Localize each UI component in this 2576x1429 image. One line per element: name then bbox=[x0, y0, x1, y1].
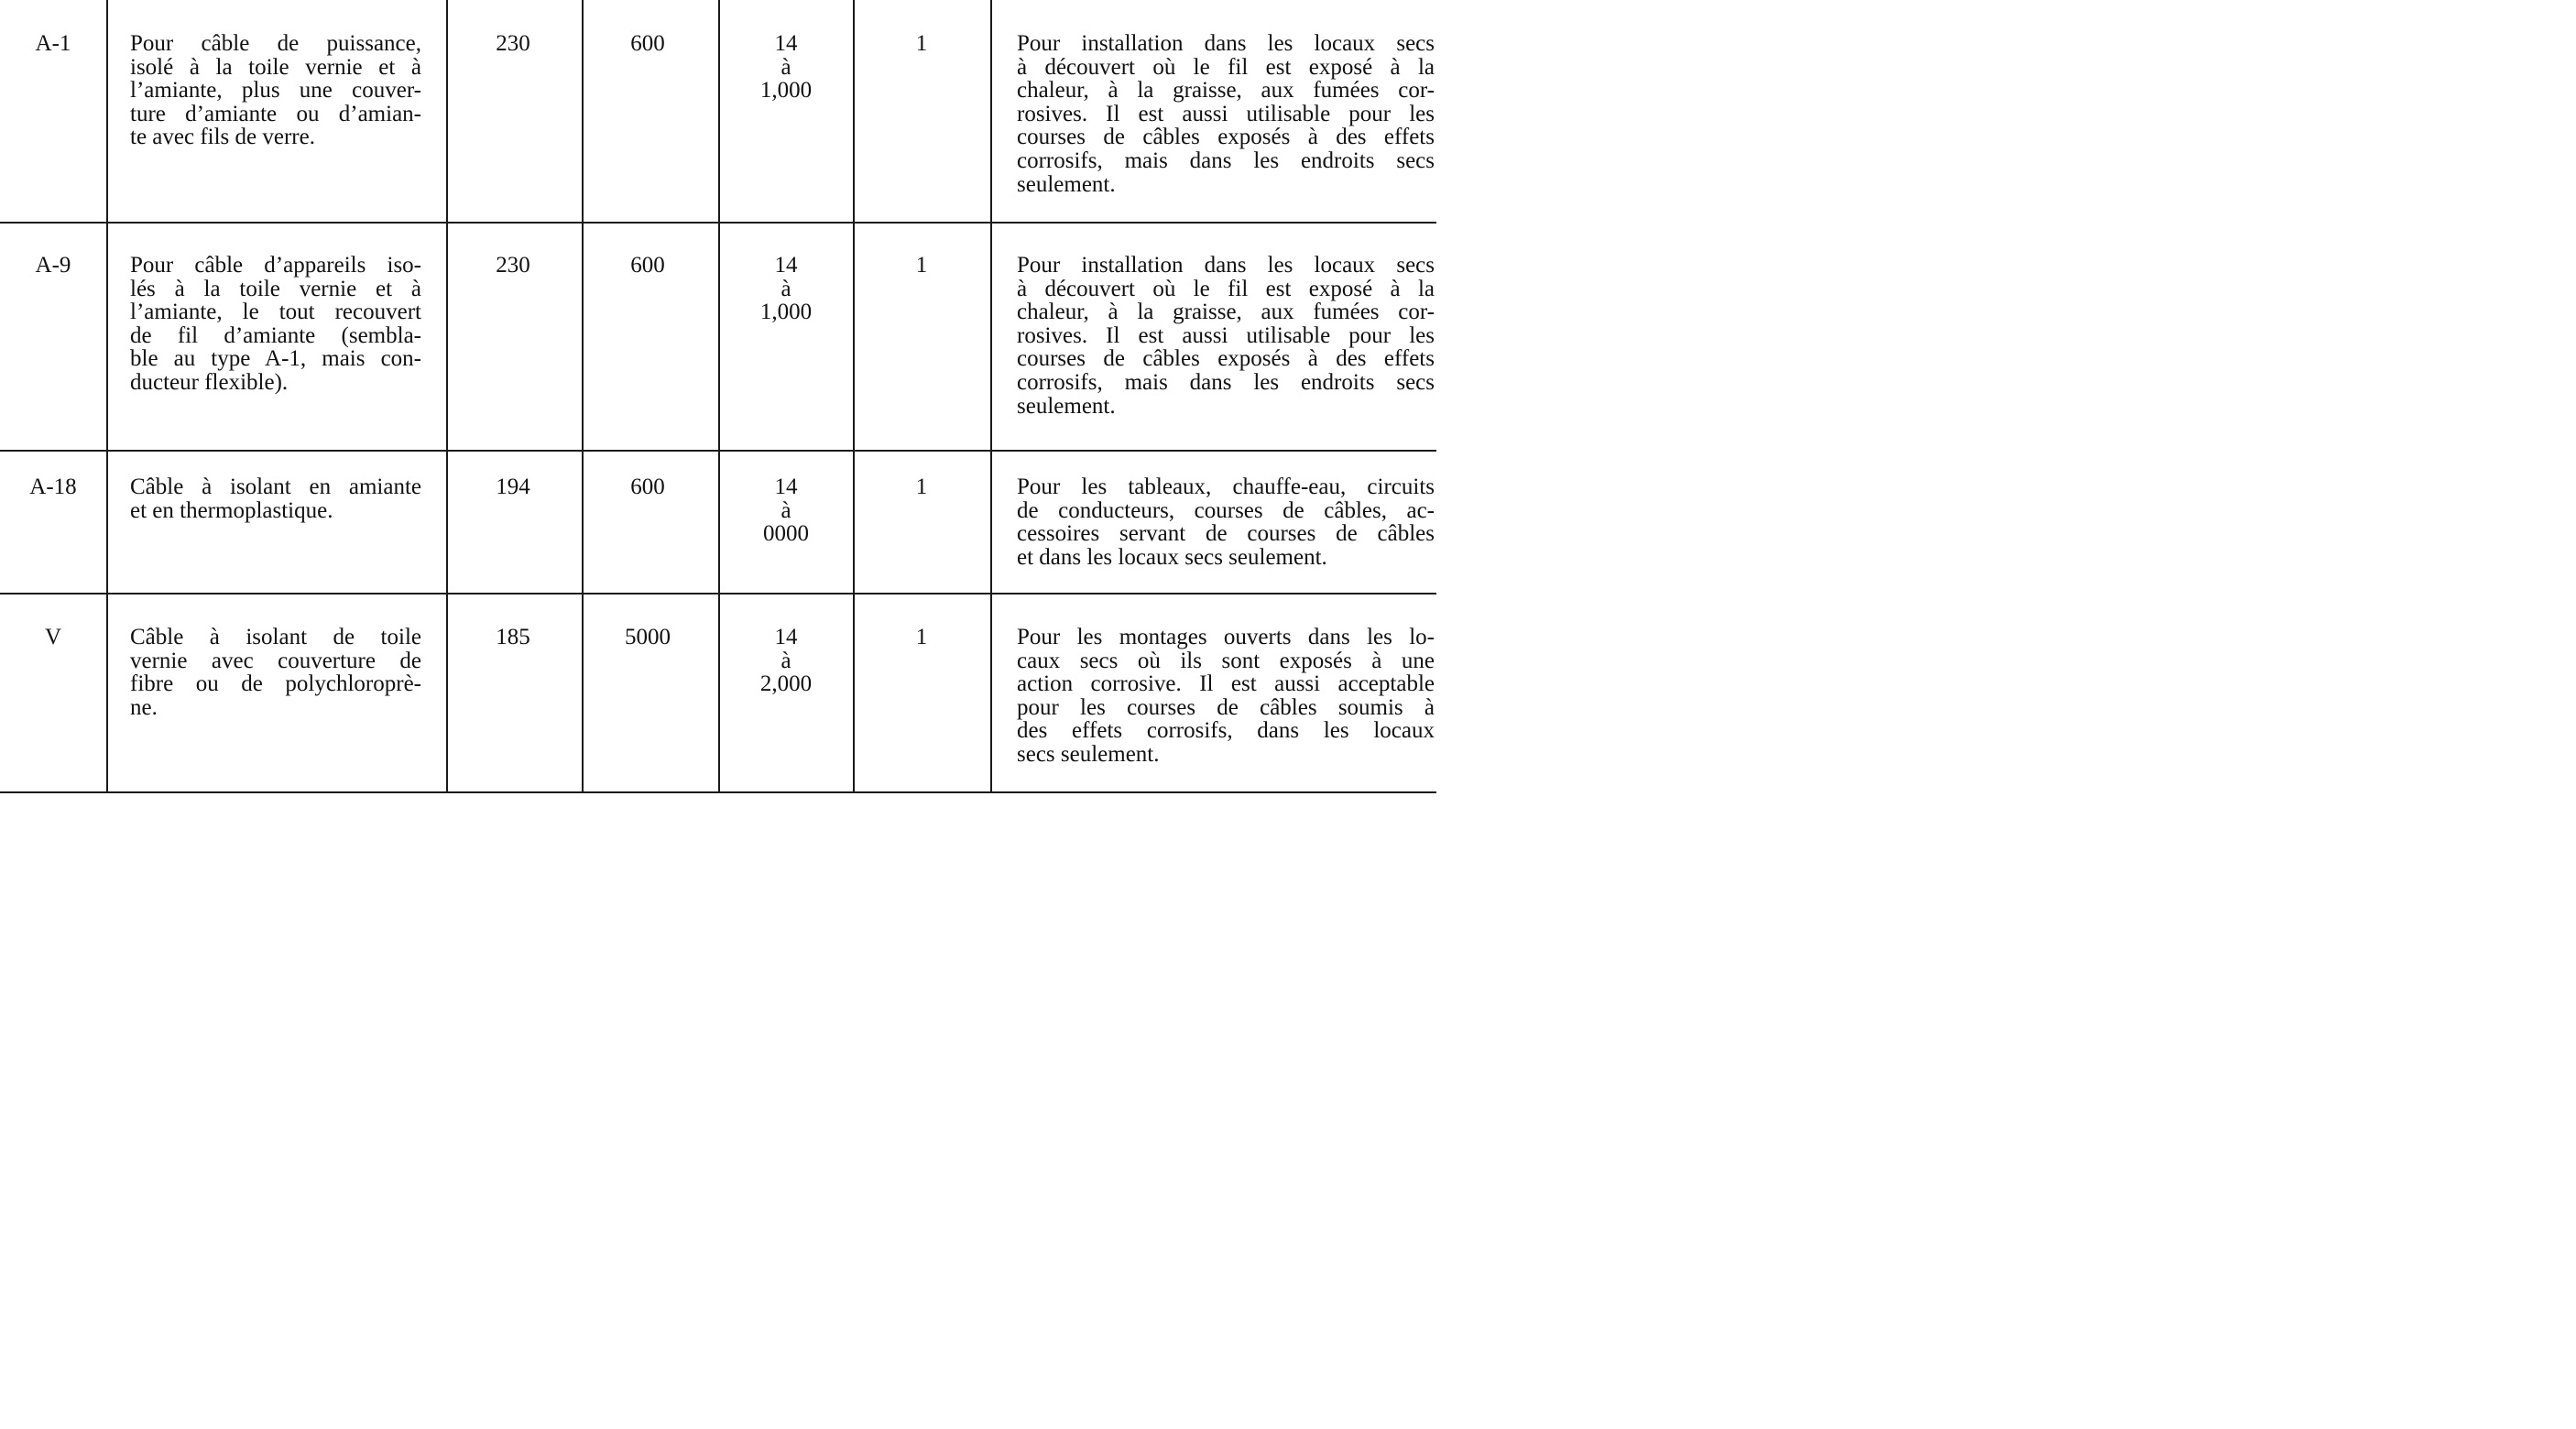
description-line: isolé à la toile vernie et à bbox=[130, 54, 421, 80]
size-line: 14 bbox=[774, 253, 798, 278]
use-line: pour les courses de câbles soumis à bbox=[1017, 694, 1435, 720]
temperature-value: 230 bbox=[496, 253, 530, 278]
use-line: secs seulement. bbox=[1017, 741, 1160, 767]
description-line: l’amiante, le tout recouvert bbox=[130, 300, 421, 325]
row-rule bbox=[0, 222, 1436, 224]
temperature-value: 194 bbox=[496, 475, 530, 499]
type-code: V bbox=[44, 625, 62, 649]
description-line: ne. bbox=[130, 694, 158, 720]
column-rule bbox=[853, 0, 855, 793]
size-range bbox=[720, 254, 852, 324]
size-line: 14 bbox=[774, 31, 798, 56]
description-line: Pour câble d’appareils iso- bbox=[130, 253, 421, 278]
size-line: 14 bbox=[774, 625, 798, 649]
column-rule bbox=[106, 0, 108, 793]
description-line: Câble à isolant de toile bbox=[130, 625, 421, 649]
use-line: Pour installation dans les locaux secs bbox=[1017, 31, 1435, 56]
use-cell bbox=[1017, 475, 1435, 569]
conductor-count: 1 bbox=[915, 253, 928, 278]
row-rule bbox=[0, 593, 1436, 595]
description-line: te avec fils de verre. bbox=[130, 125, 315, 150]
use-cell bbox=[1017, 32, 1435, 196]
description-line: ture d’amiante ou d’amian- bbox=[130, 101, 421, 126]
use-line: Pour les montages ouverts dans les lo- bbox=[1017, 625, 1435, 649]
temperature-value: 230 bbox=[496, 31, 530, 56]
size-line: à bbox=[780, 497, 791, 523]
conductor-count: 1 bbox=[915, 625, 928, 649]
voltage-value: 600 bbox=[630, 253, 665, 278]
size-line: à bbox=[780, 648, 791, 673]
size-range bbox=[720, 626, 852, 696]
voltage-value: 600 bbox=[630, 31, 665, 56]
description-line: vernie avec couverture de bbox=[130, 648, 421, 673]
conductor-count: 1 bbox=[915, 475, 928, 499]
size-line: 1,000 bbox=[759, 78, 813, 104]
size-range bbox=[720, 475, 852, 546]
use-line: rosives. Il est aussi utilisable pour les bbox=[1017, 101, 1435, 126]
use-line: à découvert où le fil est exposé à la bbox=[1017, 276, 1435, 301]
description-line: Pour câble de puissance, bbox=[130, 31, 421, 56]
temperature-value: 185 bbox=[496, 625, 530, 649]
description-cell bbox=[130, 626, 421, 719]
description-cell bbox=[130, 32, 421, 149]
use-line: courses de câbles exposés à des effets bbox=[1017, 346, 1435, 372]
conductor-count: 1 bbox=[915, 31, 928, 56]
use-line: chaleur, à la graisse, aux fumées cor- bbox=[1017, 300, 1435, 325]
size-line: à bbox=[780, 276, 791, 301]
size-line: à bbox=[780, 54, 791, 80]
use-cell bbox=[1017, 626, 1435, 767]
size-line: 1,000 bbox=[759, 300, 813, 325]
size-range bbox=[720, 32, 852, 103]
use-line: chaleur, à la graisse, aux fumées cor- bbox=[1017, 78, 1435, 104]
row-rule bbox=[0, 791, 1436, 793]
size-line: 2,000 bbox=[759, 671, 813, 697]
use-line: de conducteurs, courses de câbles, ac- bbox=[1017, 497, 1435, 523]
description-line: fibre ou de polychloroprè- bbox=[130, 671, 421, 697]
type-code: A-1 bbox=[35, 31, 71, 56]
use-line: action corrosive. Il est aussi acceptable bbox=[1017, 671, 1435, 697]
description-cell bbox=[130, 254, 421, 395]
description-line: ducteur flexible). bbox=[130, 369, 289, 395]
use-line: des effets corrosifs, dans les locaux bbox=[1017, 718, 1435, 744]
description-line: de fil d’amiante (sembla- bbox=[130, 322, 421, 348]
column-rule bbox=[446, 0, 448, 793]
use-line: seulement. bbox=[1017, 393, 1116, 419]
use-line: caux secs où ils sont exposés à une bbox=[1017, 648, 1435, 673]
use-line: corrosifs, mais dans les endroits secs bbox=[1017, 369, 1435, 395]
use-line: à découvert où le fil est exposé à la bbox=[1017, 54, 1435, 80]
row-rule bbox=[0, 450, 1436, 452]
use-line: corrosifs, mais dans les endroits secs bbox=[1017, 147, 1435, 173]
use-line: Pour installation dans les locaux secs bbox=[1017, 253, 1435, 278]
description-cell bbox=[130, 475, 421, 522]
voltage-value: 600 bbox=[630, 475, 665, 499]
description-line: lés à la toile vernie et à bbox=[130, 276, 421, 301]
use-cell bbox=[1017, 254, 1435, 418]
type-code: A-9 bbox=[35, 253, 71, 278]
use-line: rosives. Il est aussi utilisable pour les bbox=[1017, 322, 1435, 348]
size-line: 0000 bbox=[763, 521, 809, 547]
use-line: Pour les tableaux, chauffe-eau, circuits bbox=[1017, 475, 1435, 499]
use-line: cessoires servant de courses de câbles bbox=[1017, 521, 1435, 547]
use-line: seulement. bbox=[1017, 171, 1116, 197]
voltage-value: 5000 bbox=[625, 625, 671, 649]
size-line: 14 bbox=[774, 475, 798, 499]
description-line: ble au type A-1, mais con- bbox=[130, 346, 421, 372]
use-line: courses de câbles exposés à des effets bbox=[1017, 125, 1435, 150]
column-rule bbox=[990, 0, 992, 793]
description-line: et en thermoplastique. bbox=[130, 497, 333, 523]
column-rule bbox=[582, 0, 584, 793]
description-line: Câble à isolant en amiante bbox=[130, 475, 421, 499]
description-line: l’amiante, plus une couver- bbox=[130, 78, 421, 104]
use-line: et dans les locaux secs seulement. bbox=[1017, 544, 1327, 570]
type-code: A-18 bbox=[29, 475, 77, 499]
wiring-table bbox=[0, 0, 1436, 797]
